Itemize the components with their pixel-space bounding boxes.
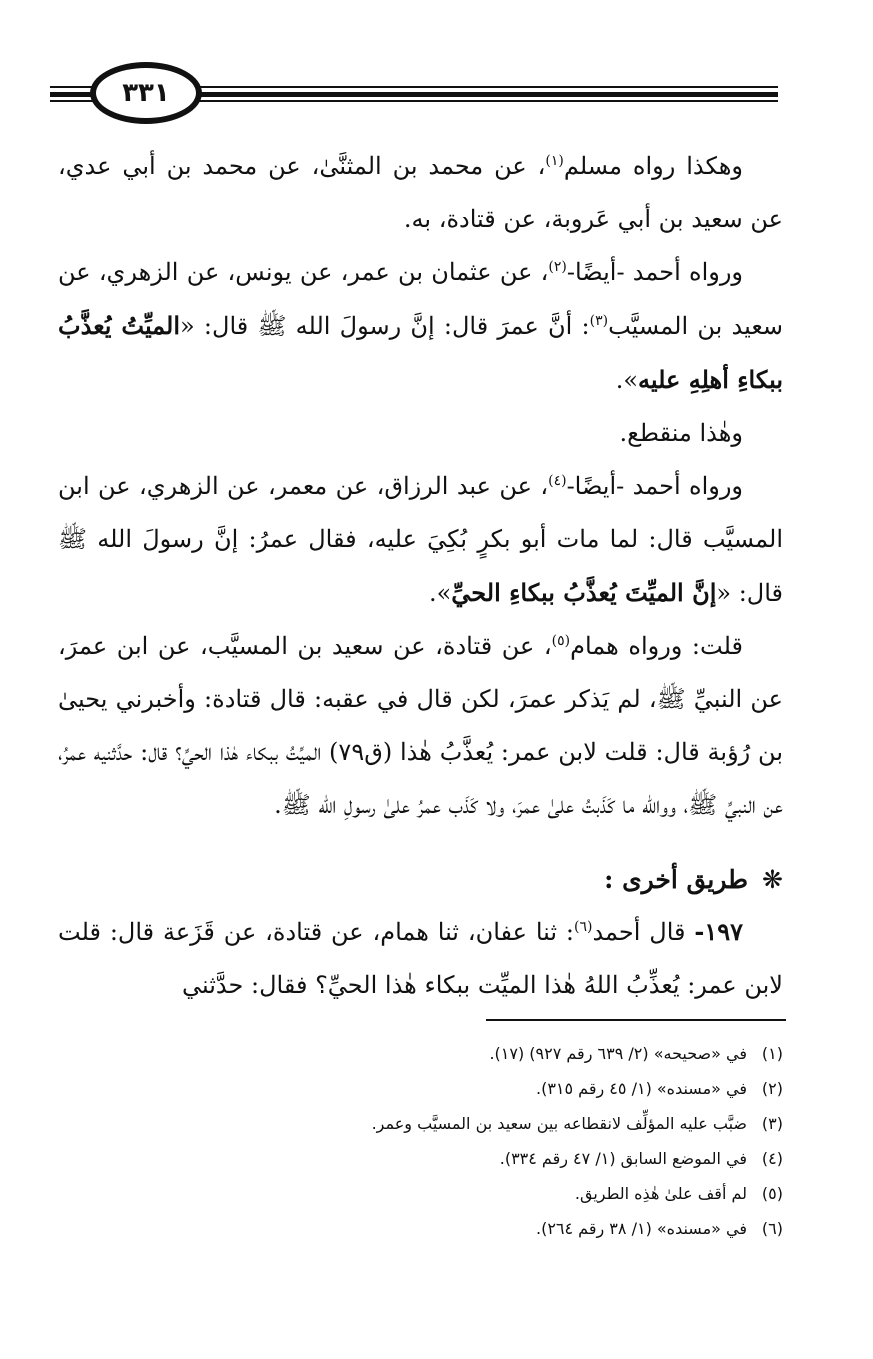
footnote-separator (486, 1019, 786, 1021)
hadith-197 (58, 905, 783, 1012)
footnote-3 (58, 1106, 783, 1141)
footnote-number: (٢) (761, 1079, 783, 1098)
text-run: قال أحمد (592, 918, 695, 946)
footnote-number: (١) (761, 1044, 783, 1063)
paragraph-3: وهٰذا منقطع. (619, 419, 743, 447)
footnote-number: (٦) (761, 1219, 783, 1238)
page-header (50, 62, 778, 126)
footnote-6 (58, 1211, 783, 1246)
text-run: : أنَّ عمرَ قال: إنَّ رسولَ الله ﷺ قال: « (180, 312, 590, 340)
text-run: وهكذا رواه مسلم (563, 152, 743, 180)
footnote-number: (٥) (761, 1184, 783, 1203)
text-run: ، عن عثمان بن عمر، عن يونس، عن الزهري، عن سعيد بن المسيَّب (58, 258, 784, 340)
text-run: ورواه أحمد -أيضًا- (566, 472, 743, 500)
footnotes (58, 1036, 783, 1246)
paragraph-1 (58, 140, 783, 246)
paragraph-5 (58, 620, 783, 832)
footnote-text: في «مسنده» (١/ ٣٨ رقم ٢٦٤). (535, 1219, 747, 1238)
text-run: ». (428, 579, 452, 607)
page-number: ٣٣١ (122, 78, 170, 108)
footnote-5 (58, 1176, 783, 1211)
footnote-ref-5[interactable]: (٥) (551, 633, 571, 649)
footnote-ref-3[interactable]: (٣) (589, 313, 609, 329)
footnote-text: في الموضع السابق (١/ ٤٧ رقم ٣٣٤). (499, 1149, 747, 1168)
hadith-quote: إنَّ الميِّتَ يُعذَّبُ ببكاءِ الحيِّ (451, 578, 717, 607)
paragraph-2 (58, 246, 783, 407)
section-title: طريق أخرى : (604, 865, 749, 894)
text-run: ، عن عبد الرزاق، عن معمر، عن الزهري، عن ابن المسيَّب قال: لما مات أبو بكرٍ بُكِيَ عليه، فقال عمرُ: إنَّ رسولَ الله ﷺ قال: « (58, 472, 783, 607)
hadith-number: ١٩٧- (694, 917, 743, 946)
text-run: ». (615, 366, 638, 394)
paragraph-197 (58, 905, 783, 1012)
footnote-number: (٣) (761, 1114, 783, 1133)
footnote-text: في «مسنده» (١/ ٤٥ رقم ٣١٥). (535, 1079, 747, 1098)
main-text (58, 140, 783, 832)
footnote-2 (58, 1071, 783, 1106)
text-run: ، عن قتادة، عن سعيد بن المسيَّب، عن ابن عمرَ، عن النبيِّ ﷺ، لم يَذكر عمرَ، لكن قال في عقبه: قال قتادة: وأخبرني يحيىٰ بن رُؤبة قال: قلت لابن عمر: يُعذَّبُ هٰذا (ق٧٩) الميِّتُ ببكاء هٰذا الحيِّ؟ قال: حدَّثنيه عمرُ، عن النبيِّ ﷺ، ووالله ما كَذَبتُ علىٰ عمرَ، ولا كَذَب عمرُ علىٰ رسولِ الله ﷺ. (58, 632, 784, 819)
footnote-text: في «صحيحه» (٢/ ٦٣٩ رقم ٩٢٧) (١٧). (489, 1044, 747, 1063)
paragraph-4 (58, 460, 783, 620)
footnote-1 (58, 1036, 783, 1071)
footnote-4 (58, 1141, 783, 1176)
section-heading (58, 855, 783, 905)
footnote-ref-4[interactable]: (٤) (548, 473, 567, 489)
footnote-text: ضبَّب عليه المؤلِّف لانقطاعه بين سعيد بن المسيَّب وعمر. (371, 1114, 747, 1133)
star-icon: ❋ (762, 865, 783, 894)
text-run: : ثنا عفان، ثنا همام، عن قتادة، عن قَزَعة قال: قلت لابن عمر: يُعذِّبُ اللهُ هٰذا الميِّت ببكاء هٰذا الحيِّ؟ فقال: حدَّثني (58, 918, 783, 999)
hadith-quote: الميِّتُ يُعذَّبُ ببكاءِ أهلِهِ عليه (58, 311, 783, 394)
text-run: ورواه أحمد -أيضًا- (566, 258, 744, 286)
text-run: قلت: ورواه همام (570, 632, 744, 660)
text-run: ، عن محمد بن المثنَّىٰ، عن محمد بن أبي عدي، عن سعيد بن أبي عَروبة، عن قتادة، به. (58, 152, 783, 233)
footnote-number: (٤) (761, 1149, 783, 1168)
page-number-ring (90, 62, 202, 124)
footnote-text: لم أقف علىٰ هٰذِه الطريق. (574, 1184, 747, 1203)
footnote-ref-2[interactable]: (٢) (548, 259, 567, 275)
footnote-ref-6[interactable]: (٦) (573, 919, 593, 935)
footnote-ref-1[interactable]: (١) (545, 153, 564, 169)
